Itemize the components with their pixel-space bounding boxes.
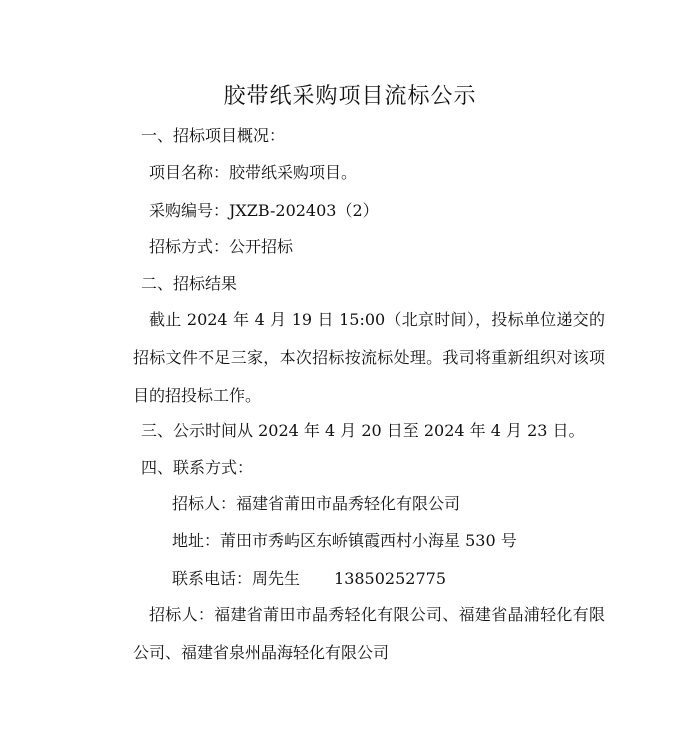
tender-method: 招标方式：公开招标 bbox=[149, 237, 294, 256]
contact-phone-row bbox=[172, 568, 446, 590]
procurement-number: 采购编号：JXZB-202403（2） bbox=[149, 201, 379, 220]
section-1-heading: 一、招标项目概况： bbox=[141, 126, 286, 145]
document-title: 胶带纸采购项目流标公示 bbox=[223, 84, 477, 109]
section-2-heading: 二、招标结果 bbox=[141, 274, 238, 293]
contact-phone-label: 联系电话：周先生 bbox=[172, 569, 301, 588]
contact-tenderer: 招标人：福建省莆田市晶秀轻化有限公司 bbox=[172, 494, 461, 513]
contact-phone-number: 13850252775 bbox=[334, 569, 446, 588]
section-3-text: 三、公示时间从 2024 年 4 月 20 日至 2024 年 4 月 23 日。 bbox=[141, 421, 585, 440]
project-name: 项目名称：胶带纸采购项目。 bbox=[149, 163, 358, 182]
section-4-heading: 四、联系方式： bbox=[141, 458, 254, 477]
contact-address: 地址：莆田市秀屿区东峤镇霞西村小海星 530 号 bbox=[172, 531, 517, 550]
section-2-body: 截止 2024 年 4 月 19 日 15:00（北京时间），投标单位递交的招标文件不足三家，本次招标按流标处理。我司将重新组织对该项目的招投标工作。 bbox=[133, 310, 605, 405]
footer-tenderers: 招标人：福建省莆田市晶秀轻化有限公司、福建省晶浦轻化有限公司、福建省泉州晶海轻化有限公司 bbox=[133, 605, 605, 662]
